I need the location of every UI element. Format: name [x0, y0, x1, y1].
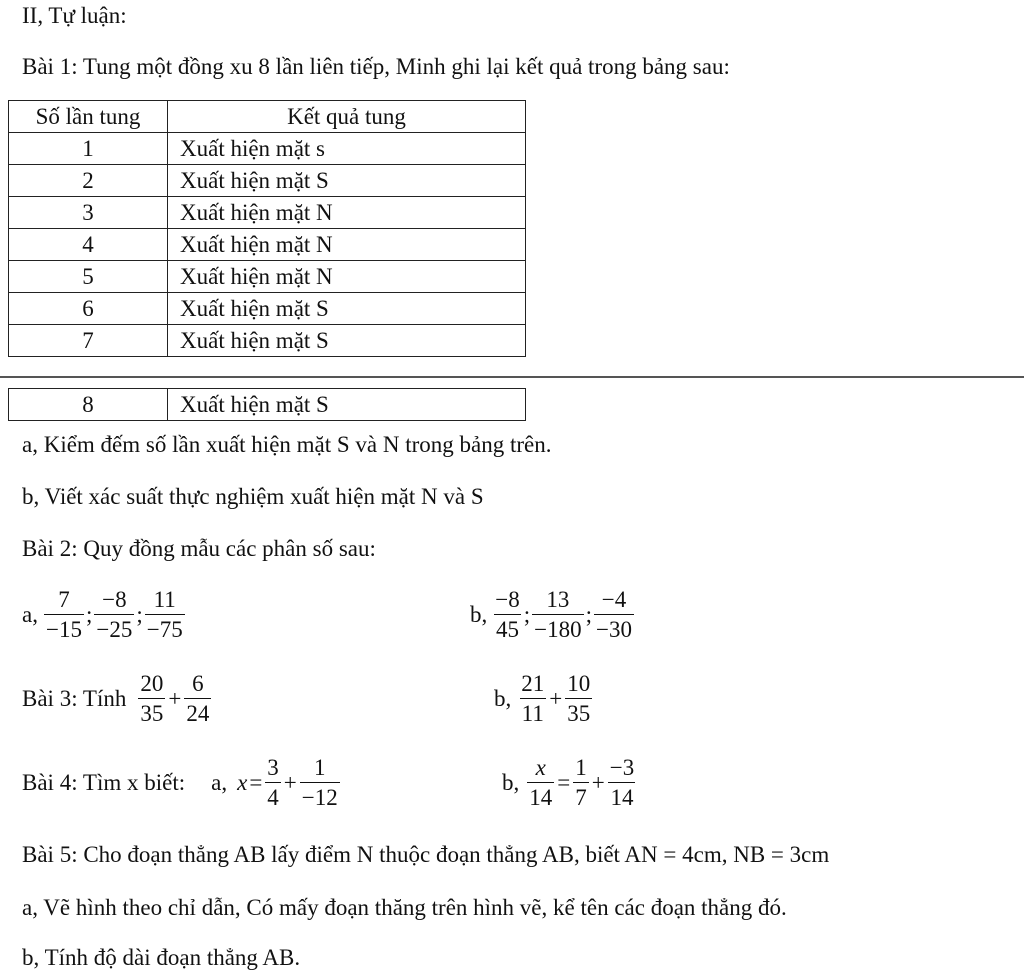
- table-row: [9, 229, 526, 261]
- toss-result: Xuất hiện mặt s: [168, 133, 526, 165]
- variable-x: x: [237, 769, 248, 795]
- toss-number: 4: [9, 229, 168, 261]
- plus-sign: +: [168, 685, 182, 711]
- toss-result: Xuất hiện mặt S: [168, 165, 526, 197]
- toss-number: 5: [9, 261, 168, 293]
- table-row: [9, 293, 526, 325]
- bai1-part-a: a, Kiểm đếm số lần xuất hiện mặt S và N trong bảng trên.: [22, 432, 552, 457]
- fraction: $\frac{21}{11}$: [521, 671, 545, 726]
- fraction: $\frac{1}{7}$: [575, 755, 587, 810]
- toss-result: Xuất hiện mặt S: [168, 389, 526, 421]
- plus-sign: +: [591, 769, 605, 795]
- fraction: $\frac{x}{14}$: [529, 755, 553, 810]
- separator: ;: [523, 601, 531, 627]
- bai4-b-label: b,: [502, 769, 520, 795]
- bai5-part-b: b, Tính độ dài đoạn thẳng AB.: [22, 945, 301, 970]
- coin-results-table-continued: [8, 388, 526, 421]
- fraction: $\frac{-4}{-30}$: [596, 587, 632, 642]
- separator: ;: [136, 601, 143, 627]
- table-row: [9, 197, 526, 229]
- bai4-title: Bài 4: Tìm x biết:: [22, 769, 186, 795]
- bai2-a-label: a,: [22, 601, 38, 627]
- fraction: $\frac{6}{24}$: [186, 671, 210, 726]
- fraction: $\frac{1}{-12}$: [301, 755, 338, 810]
- equals-sign: =: [557, 769, 571, 795]
- coin-results-table: [8, 100, 526, 357]
- equals-sign: =: [249, 769, 263, 795]
- bai3-title: Bài 3: Tính: [22, 685, 127, 711]
- bai4-part-b: [502, 756, 637, 809]
- fraction: $\frac{-3}{14}$: [609, 755, 635, 810]
- toss-result: Xuất hiện mặt N: [168, 261, 526, 293]
- fraction: $\frac{3}{4}$: [267, 755, 279, 810]
- bai3-part-b: [494, 672, 593, 725]
- bai2-part-a: [22, 588, 186, 641]
- toss-result: Xuất hiện mặt S: [168, 293, 526, 325]
- bai2-title: Bài 2: Quy đồng mẫu các phân số sau:: [22, 536, 376, 561]
- toss-result: Xuất hiện mặt N: [168, 229, 526, 261]
- fraction: $\frac{11}{-75}$: [146, 587, 183, 642]
- page-break-divider: [0, 376, 1024, 378]
- section-title: II, Tự luận:: [22, 3, 127, 28]
- table-row: [9, 133, 526, 165]
- toss-number: 7: [9, 325, 168, 357]
- table-row: [9, 325, 526, 357]
- plus-sign: +: [549, 685, 563, 711]
- fraction: $\frac{13}{-180}$: [534, 587, 582, 642]
- fraction: $\frac{-8}{-25}$: [96, 587, 133, 642]
- toss-number: 3: [9, 197, 168, 229]
- toss-number: 1: [9, 133, 168, 165]
- table-row: [9, 261, 526, 293]
- bai5-title: Bài 5: Cho đoạn thẳng AB lấy điểm N thuộc đoạn thẳng AB, biết AN = 4cm, NB = 3cm: [22, 842, 830, 867]
- table-header-row: [9, 101, 526, 133]
- toss-number: 2: [9, 165, 168, 197]
- bai2-b-label: b,: [470, 601, 488, 627]
- separator: ;: [85, 601, 93, 627]
- bai1-title: Bài 1: Tung một đồng xu 8 lần liên tiếp, Minh ghi lại kết quả trong bảng sau:: [22, 54, 730, 79]
- toss-result: Xuất hiện mặt S: [168, 325, 526, 357]
- toss-result: Xuất hiện mặt N: [168, 197, 526, 229]
- separator: ;: [585, 601, 592, 627]
- table-row: [9, 389, 526, 421]
- header-toss-count: Số lần tung: [9, 101, 168, 133]
- fraction: $\frac{-8}{45}$: [495, 587, 520, 642]
- bai2-part-b: [470, 588, 635, 641]
- bai5-part-a: a, Vẽ hình theo chỉ dẫn, Có mấy đoạn thăng trên hình vẽ, kể tên các đoạn thẳng đó.: [22, 895, 787, 920]
- header-result: Kết quả tung: [168, 101, 526, 133]
- bai4-part-a: [22, 756, 341, 809]
- plus-sign: +: [283, 769, 297, 795]
- toss-number: 6: [9, 293, 168, 325]
- toss-number: 8: [9, 389, 168, 421]
- bai4-a-label: a,: [211, 769, 228, 795]
- bai3-part-a: [22, 672, 212, 725]
- fraction: $\frac{7}{-15}$: [45, 587, 82, 642]
- fraction: $\frac{10}{35}$: [567, 671, 591, 726]
- table-row: [9, 165, 526, 197]
- bai3-b-label: b,: [494, 685, 512, 711]
- bai1-part-b: b, Viết xác suất thực nghiệm xuất hiện mặt N và S: [22, 484, 484, 509]
- fraction: $\frac{20}{35}$: [140, 671, 164, 726]
